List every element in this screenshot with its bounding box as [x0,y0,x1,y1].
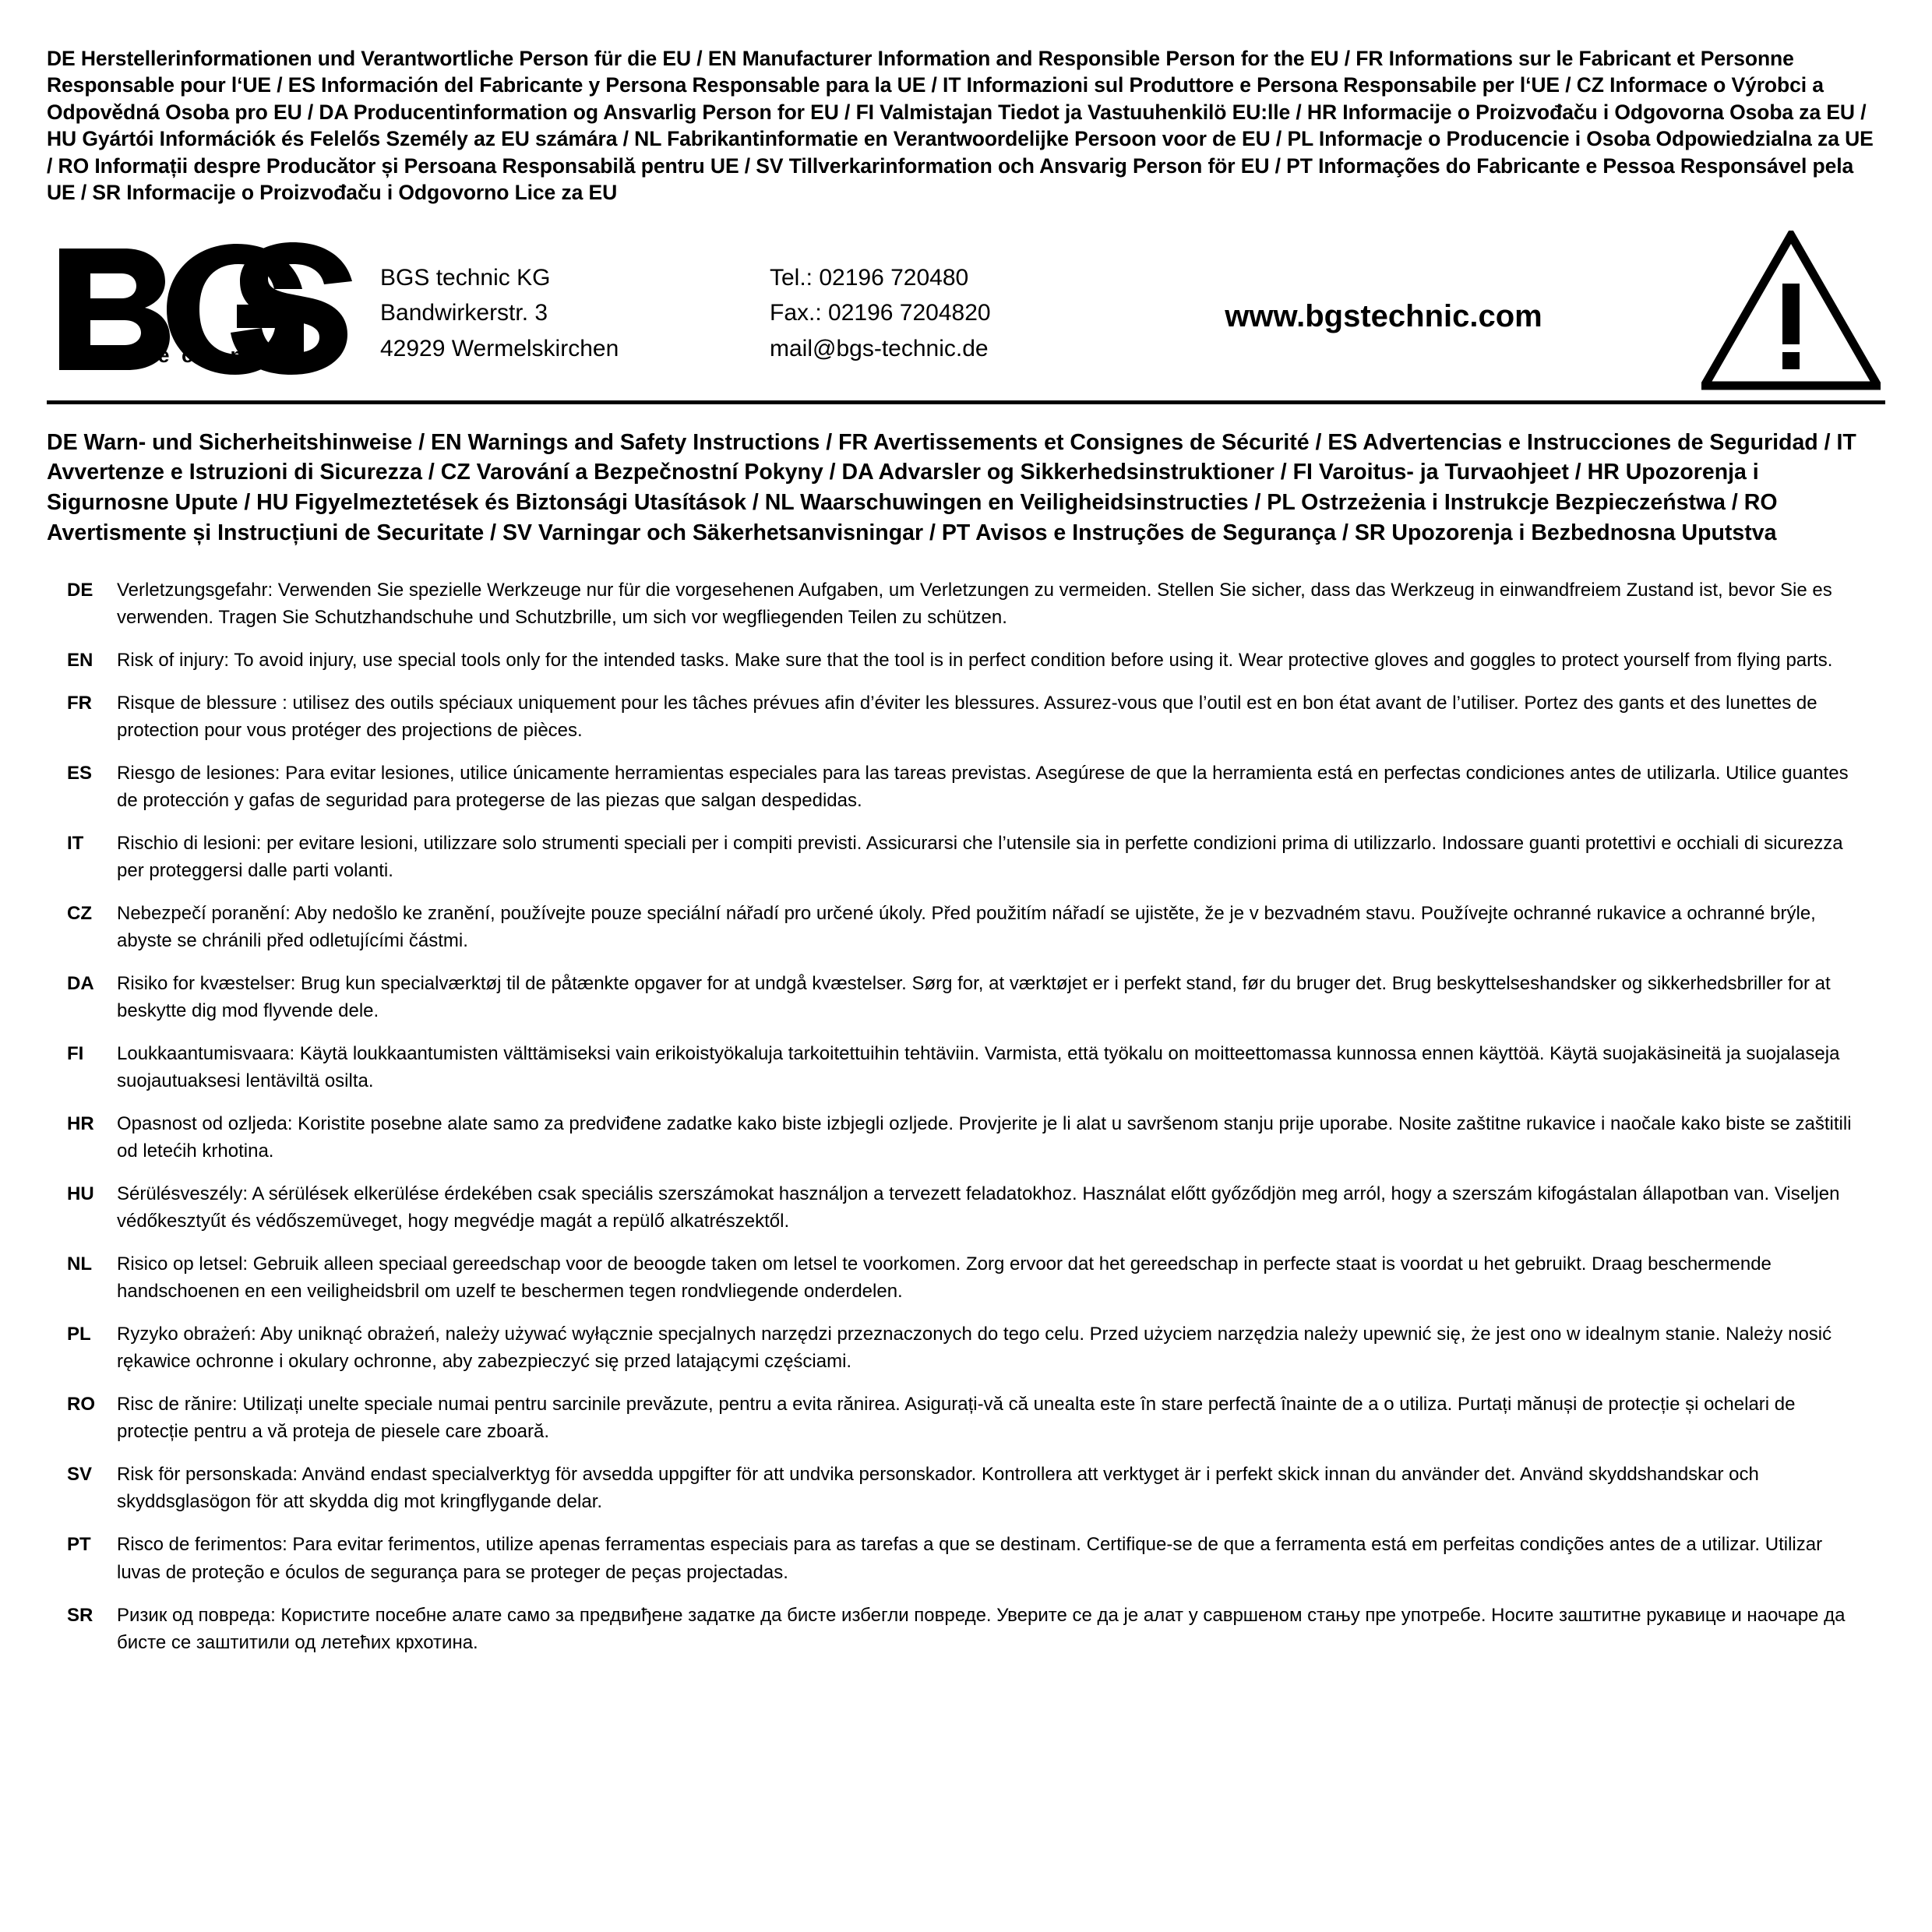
language-code: FI [67,1043,84,1065]
language-text: Risque de blessure : utilisez des outils spéciaux uniquement pour les tâches prévues afin d’éviter les blessures. Assurez-vous que l’outil est en bon état avant de l’utiliser. Portez des gants et des lunettes de protection pour vous protéger des projections de pièces. [117,692,1817,741]
language-text: Risiko for kvæstelser: Brug kun specialværktøj til de påtænkte opgaver for at undgå kvæstelser. Sørg for, at værktøjet er i perfekt stand, før du bruger det. Brug beskyttelseshandsker og sikkerhedsbriller for at beskytte dig mod flyvende dele. [117,972,1831,1021]
warning-triangle-icon [1701,231,1881,390]
list-item [47,900,1865,954]
logo-subtext: t e c h n i c [139,343,288,367]
language-text: Risk för personskada: Använd endast specialverktyg för avsedda uppgifter för att undvika personskador. Kontrollera att verktyget är i perfekt skick innan du använder det. Använd skyddshandskar och skyddsglasögon för att skydda dig mot kringflygande delar. [117,1464,1759,1513]
warning-triangle [1686,231,1884,390]
language-text: Verletzungsgefahr: Verwenden Sie spezielle Werkzeuge nur für die vorgesehenen Aufgaben, um Verletzungen zu vermeiden. Stellen Sie sicher, dass das Werkzeug in einwandfreiem Zustand ist, bevor Sie es verwenden. Tragen Sie Schutzhandschuhe und Schutzbrille, um sich vor wegfliegenden Teilen zu schützen. [117,579,1832,628]
company-city: 42929 Wermelskirchen [380,335,619,361]
list-item [47,689,1865,744]
company-info-band [44,227,1888,394]
company-street: Bandwirkerstr. 3 [380,300,548,326]
language-text: Loukkaantumisvaara: Käytä loukkaantumisten välttämiseksi vain erikoistyökaluja tarkoitettuihin tehtäviin. Varmista, että työkalu on moitteettomassa kunnossa ennen käyttöä. Käytä suojakäsineitä ja suojalaseja suojautuaksesi lentäviltä osilta. [117,1043,1840,1092]
language-text: Risco de ferimentos: Para evitar ferimentos, utilize apenas ferramentas especiais para as tarefas a que se destinam. Certifique-se de que a ferramenta está em perfeitas condições antes de a utilizar. Utilizar luvas de proteção e óculos de segurança para se proteger de peças projectadas. [117,1534,1823,1583]
language-text: Rischio di lesioni: per evitare lesioni, utilizzare solo strumenti speciali per i compiti previsti. Assicurarsi che l’utensile sia in perfette condizioni prima di utilizzarlo. Indossare guanti protettivi e occhiali di sicurezza per proteggersi dalle parti volanti. [117,832,1843,881]
language-text: Opasnost od ozljeda: Koristite posebne alate samo za predviđene zadatke kako biste izbjegli ozljede. Provjerite je li alat u savršenom stanju prije uporabe. Nosite zaštitne rukavice i naočale kako biste se zaštitili od letećih krhotina. [117,1113,1852,1162]
list-item [47,1531,1865,1585]
language-code: DE [67,579,93,601]
list-item [47,647,1865,674]
language-text: Risk of injury: To avoid injury, use special tools only for the intended tasks. Make sure that the tool is in perfect condition before using it. Wear protective gloves and goggles to protect yourself from flying parts. [117,649,1833,671]
language-code: NL [67,1253,92,1275]
language-code: HR [67,1113,94,1135]
list-item [47,1110,1865,1165]
language-paragraph-list [44,576,1888,1656]
manufacturer-info-heading: DE Herstellerinformationen und Verantwortliche Person für die EU / EN Manufacturer Information and Responsible Person for the EU / FR Informations sur le Fabricant et Personne Responsable pour l‘UE / ES Información del Fabricante y Persona Responsable para la UE / IT Informazioni sul Produttore e Persona Responsabile per l‘UE / CZ Informace o Výrobci a Odpovědná Osoba pro EU / DA Producentinformation og Ansvarlig Person for EU / FI Valmistajan Tiedot ja Vastuuhenkilö EU:lle / HR Informacije o Proizvođaču i Odgovorna Osoba za EU / HU Gyártói Információk és Felelős Személy az EU számára / NL Fabrikantinformatie en Verantwoordelijke Persoon voor de EU / PL Informacje o Producencie i Osoba Odpowiedzialna za UE / RO Informații despre Producător și Persoana Responsabilă pentru UE / SV Tillverkarinformation och Ansvarig Person för EU / PT Informações do Fabricante e Pessoa Responsável pela UE / SR Informacije o Proizvođaču i Odgovorno Lice za EU [47,47,1874,205]
company-website[interactable]: www.bgstechnic.com [1225,298,1542,333]
language-code: ES [67,762,93,784]
language-code: PT [67,1534,91,1556]
language-text: Nebezpečí poranění: Aby nedošlo ke zranění, používejte pouze speciální nářadí pro určené úkoly. Před použitím nářadí se ujistěte, že je v bezvadném stavu. Používejte ochranné rukavice a ochranné brýle, abyste se chránili před odletujícími částmi. [117,902,1816,951]
language-code: SV [67,1464,93,1486]
list-item [47,1180,1865,1235]
list-item [47,1461,1865,1515]
language-code: HU [67,1183,94,1205]
list-item [47,1602,1865,1656]
list-item [47,1391,1865,1445]
language-code: IT [67,832,84,854]
language-text: Sérülésveszély: A sérülések elkerülése érdekében csak speciális szerszámokat használjon a tervezett feladatokhoz. Használat előtt győződjön meg arról, hogy a szerszám kifogástalan állapotban van. Viseljen védőkesztyűt és védőszemüveget, hogy megvédje magát a repülő alkatrészektől. [117,1183,1840,1232]
company-address [380,254,770,367]
company-email[interactable]: mail@bgs-technic.de [770,335,989,361]
language-code: FR [67,692,92,714]
company-name: BGS technic KG [380,264,551,291]
language-text: Riesgo de lesiones: Para evitar lesiones, utilice únicamente herramientas especiales para las tareas previstas. Asegúrese de que la herramienta está en perfectas condiciones antes de utilizarla. Utilice guantes de protección y gafas de seguridad para protegerse de las piezas que salgan despedidas. [117,762,1849,811]
company-contact [770,254,1105,367]
list-item [47,830,1865,884]
language-code: SR [67,1604,93,1626]
language-code: DA [67,972,94,994]
company-fax: Fax.: 02196 7204820 [770,300,991,326]
company-tel: Tel.: 02196 720480 [770,264,969,291]
language-code: PL [67,1324,91,1345]
language-text: Risc de rănire: Utilizați unelte speciale numai pentru sarcinile prevăzute, pentru a evita rănirea. Asigurați-vă că unealta este în stare perfectă înainte de a o utiliza. Purtați mănuși de protecție și ochelari de protecție pentru a vă proteja de piesele care zboară. [117,1394,1796,1443]
list-item [47,1040,1865,1095]
list-item [47,576,1865,631]
list-item [47,1320,1865,1375]
warnings-heading: DE Warn- und Sicherheitshinweise / EN Warnings and Safety Instructions / FR Avertissements et Consignes de Sécurité / ES Advertencias e Instrucciones de Seguridad / IT Avvertenze e Istruzioni di Sicurezza / CZ Varování a Bezpečnostní Pokyny / DA Advarsler og Sikkerhedsinstruktioner / FI Varoitus- ja Turvaohjeet / HR Upozorenja i Sigurnosne Upute / HU Figyelmeztetések és Biztonsági Utasítások / NL Waarschuwingen en Veiligheidsinstructies / PL Ostrzeżenia i Instrukcje Bezpieczeństwa / RO Avertismente și Instrucțiuni de Securitate / SV Varningar och Säkerhetsanvisningar / PT Avisos e Instruções de Segurança / SR Upozorenja i Bezbednosna Uputstva [47,429,1856,545]
list-item [47,760,1865,814]
language-text: Risico op letsel: Gebruik alleen speciaal gereedschap voor de beoogde taken om letsel te voorkomen. Zorg ervoor dat het gereedschap in perfecte staat is voordat u het gebruikt. Draag beschermende handschoenen en een veiligheidsbril om uzelf te beschermen tegen rondvliegende onderdelen. [117,1253,1772,1303]
language-code: EN [67,649,93,671]
language-code: RO [67,1394,95,1416]
language-text: Ryzyko obrażeń: Aby uniknąć obrażeń, należy używać wyłącznie specjalnych narzędzi przeznaczonych do tego celu. Przed użyciem narzędzia należy upewnić się, że jest ono w idealnym stanie. Należy nosić rękawice ochronne i okulary ochronne, aby zabezpieczyć się przed latającymi częściami. [117,1324,1832,1373]
language-text: Ризик од повреда: Користите посебне алате само за предвиђене задатке да бисте избегли повреде. Уверите се да је алат у савршеном стању пре употребе. Носите заштитне рукавице и наочаре да бисте се заштитили од летећих крхотина. [117,1604,1846,1653]
header-divider [47,400,1885,404]
registered-trademark-symbol: ® [308,246,325,271]
language-code: CZ [67,902,92,924]
list-item [47,1250,1865,1305]
list-item [47,970,1865,1024]
bgs-logo [47,242,380,379]
